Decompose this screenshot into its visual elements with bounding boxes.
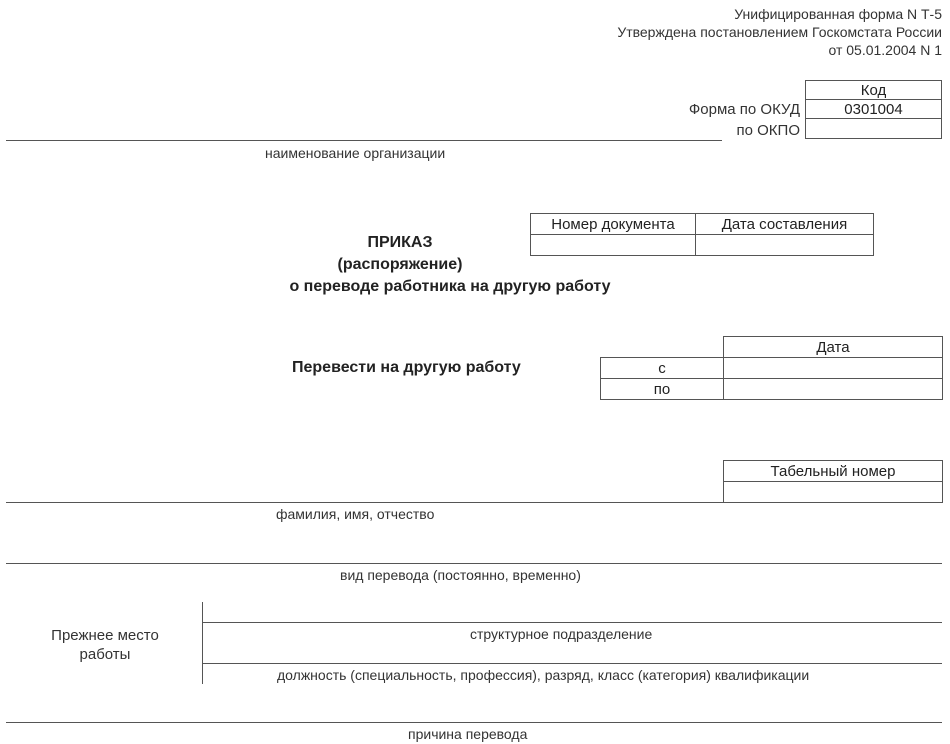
tab-number-table [723, 460, 943, 503]
reason-caption: причина перевода [408, 726, 528, 742]
transfer-from-label: с [601, 358, 724, 379]
org-name-line[interactable] [6, 140, 722, 141]
transfer-kind-caption: вид перевода (постоянно, временно) [340, 567, 581, 583]
transfer-from-value[interactable] [724, 358, 943, 379]
order-title: ПРИКАЗ [367, 234, 433, 251]
form-type-line: Унифицированная форма N Т-5 [734, 6, 942, 22]
okpo-value[interactable] [806, 119, 942, 139]
tab-number-header: Табельный номер [724, 461, 943, 482]
doc-table [530, 213, 874, 256]
fio-line[interactable] [6, 502, 723, 503]
transfer-date-header: Дата [724, 337, 943, 358]
previous-place-label: Прежнее место работы [51, 627, 159, 663]
approval-line: Утверждена постановлением Госкомстата России [617, 24, 942, 40]
position-line[interactable] [202, 663, 942, 664]
doc-date-value[interactable] [696, 235, 874, 256]
doc-date-header: Дата составления [696, 214, 874, 235]
okud-value[interactable]: 0301004 [806, 100, 942, 119]
transfer-to-label: по [601, 379, 724, 400]
order-description: о переводе работника на другую работу [289, 278, 611, 295]
order-subtitle: (распоряжение) [337, 256, 463, 273]
structural-unit-caption: структурное подразделение [470, 626, 653, 642]
tab-number-value[interactable] [724, 482, 943, 503]
transfer-date-table [600, 336, 943, 400]
code-table [805, 80, 942, 139]
fio-caption: фамилия, имя, отчество [276, 506, 435, 522]
transfer-to-value[interactable] [724, 379, 943, 400]
reason-line[interactable] [6, 722, 942, 723]
position-caption: должность (специальность, профессия), разряд, класс (категория) квалификации [277, 667, 810, 683]
doc-number-header: Номер документа [531, 214, 696, 235]
transfer-label: Перевести на другую работу [292, 359, 521, 376]
transfer-kind-line[interactable] [6, 563, 942, 564]
code-header: Код [806, 81, 942, 100]
org-name-caption: наименование организации [265, 145, 446, 161]
okud-label: Форма по ОКУД [688, 101, 800, 118]
approval-date-line: от 05.01.2004 N 1 [828, 42, 942, 58]
previous-place-bracket [202, 602, 203, 684]
okpo-label: по ОКПО [736, 122, 800, 139]
doc-number-value[interactable] [531, 235, 696, 256]
structural-unit-line[interactable] [202, 622, 942, 623]
